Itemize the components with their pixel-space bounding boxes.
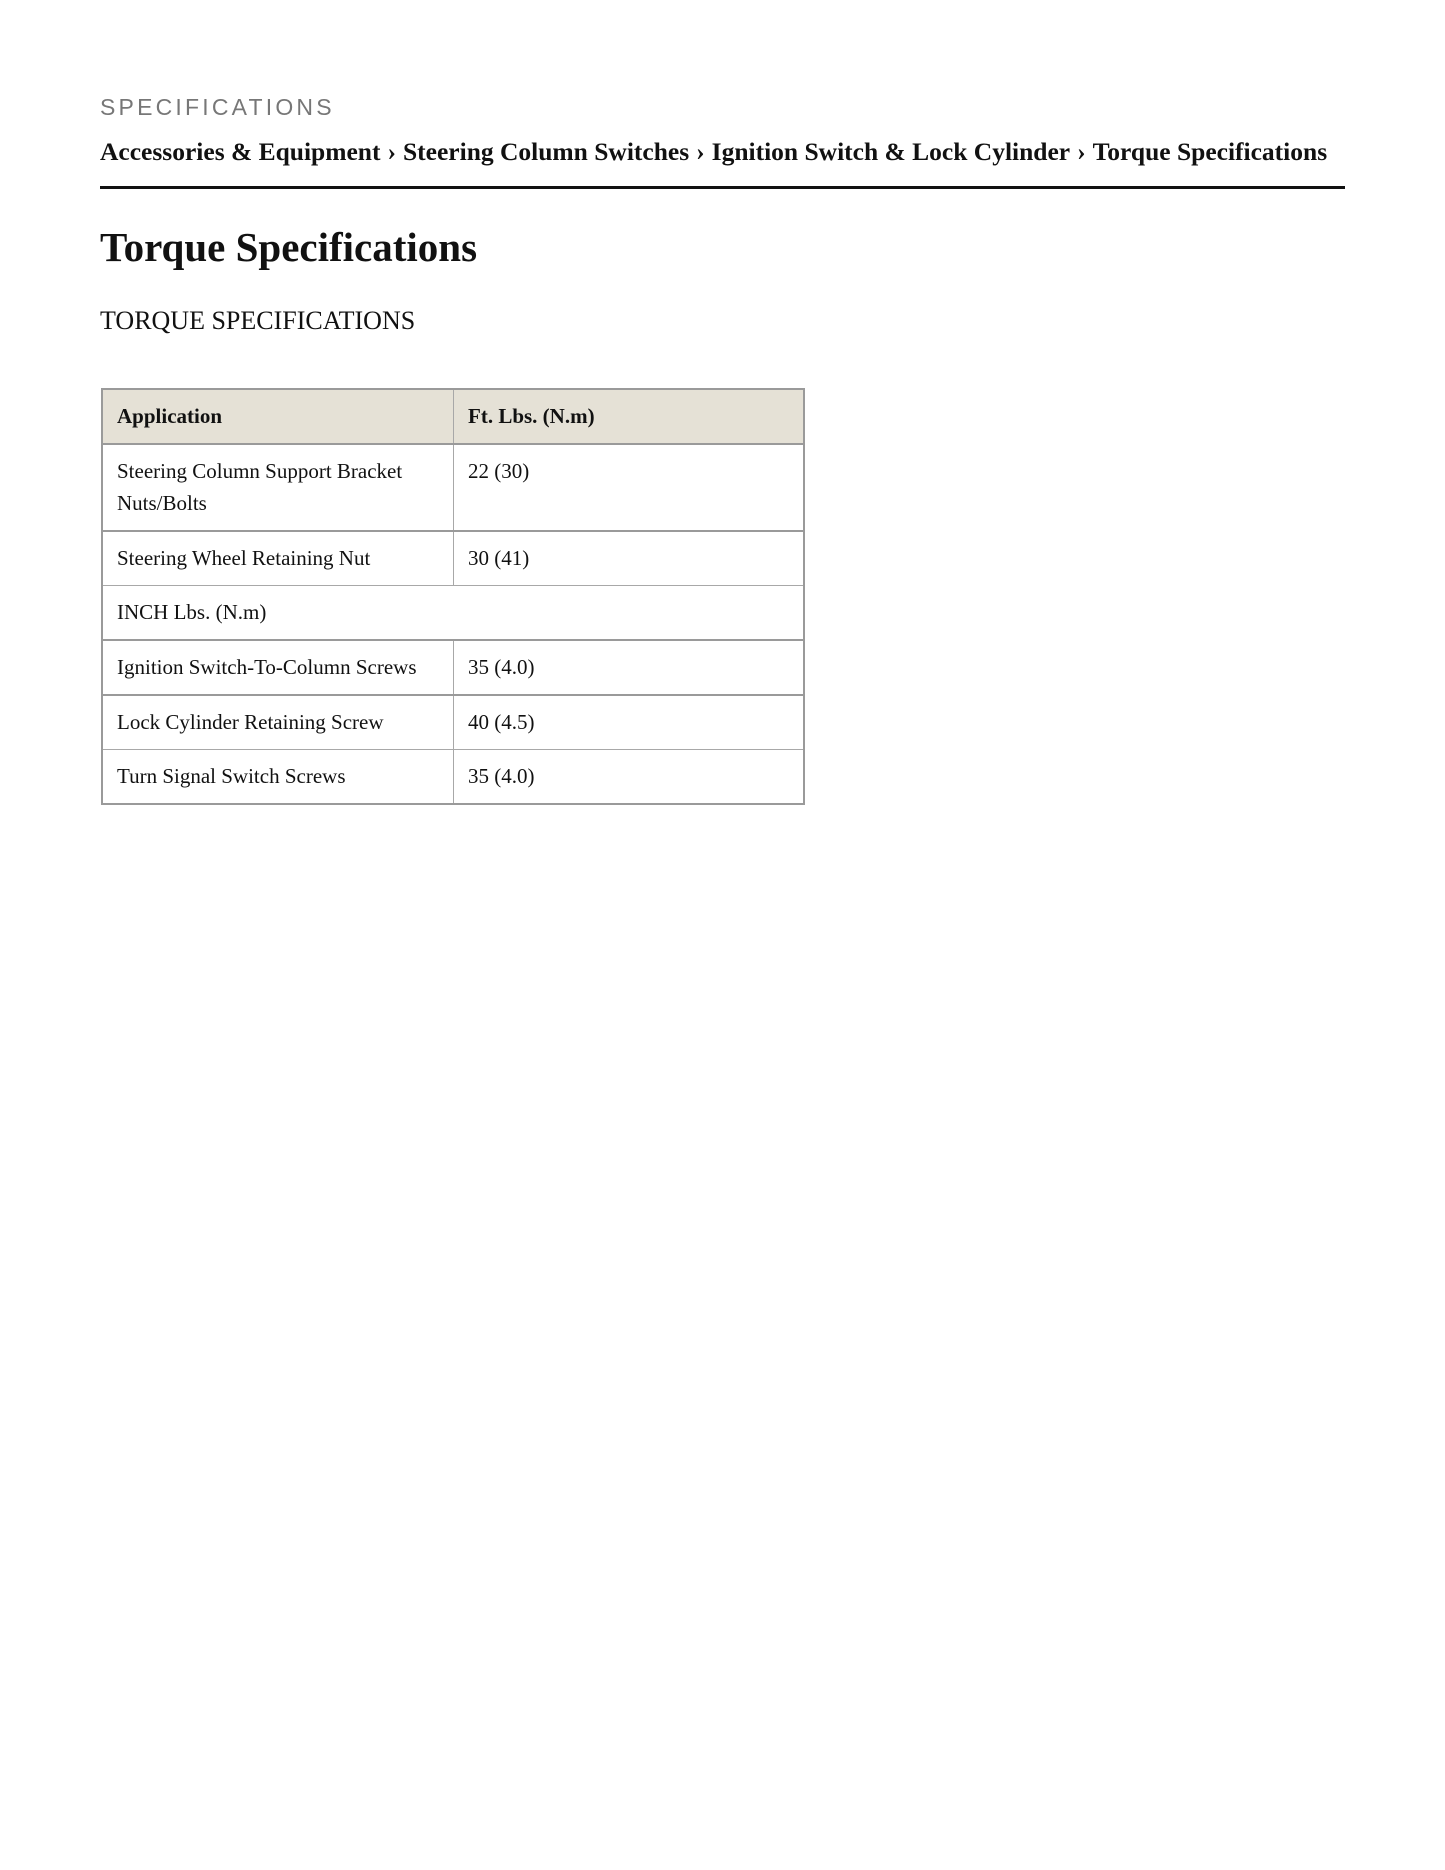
torque-value-cell: 22 (30) <box>454 444 805 531</box>
table-row <box>102 444 804 531</box>
torque-value-cell: 30 (41) <box>454 531 805 586</box>
table-row <box>102 695 804 750</box>
header-divider <box>100 186 1345 189</box>
torque-value-cell: 35 (4.0) <box>454 750 805 805</box>
application-cell: Lock Cylinder Retaining Screw <box>102 695 454 750</box>
table-row <box>102 640 804 695</box>
breadcrumb <box>100 137 1345 167</box>
breadcrumb-item-accessories[interactable]: Accessories & Equipment <box>100 137 381 166</box>
breadcrumb-separator: › <box>1077 137 1086 166</box>
torque-value-cell: 35 (4.0) <box>454 640 805 695</box>
column-header-ft-lbs: Ft. Lbs. (N.m) <box>454 389 805 444</box>
section-eyebrow: SPECIFICATIONS <box>100 94 335 120</box>
application-cell: Ignition Switch-To-Column Screws <box>102 640 454 695</box>
breadcrumb-item-torque-specifications: Torque Specifications <box>1092 137 1328 166</box>
table-row <box>102 531 804 586</box>
torque-value-cell: 40 (4.5) <box>454 695 805 750</box>
section-title: TORQUE SPECIFICATIONS <box>100 306 416 335</box>
application-cell: Turn Signal Switch Screws <box>102 750 454 805</box>
column-header-application: Application <box>102 389 454 444</box>
table-header-row <box>102 389 804 444</box>
application-cell: Steering Wheel Retaining Nut <box>102 531 454 586</box>
page-title: Torque Specifications <box>100 224 478 270</box>
breadcrumb-separator: › <box>387 137 396 166</box>
breadcrumb-separator: › <box>696 137 705 166</box>
table-row <box>102 750 804 805</box>
breadcrumb-item-ignition-switch[interactable]: Ignition Switch & Lock Cylinder <box>711 137 1071 166</box>
breadcrumb-item-steering-column-switches[interactable]: Steering Column Switches <box>402 137 690 166</box>
table-subheading-row <box>102 586 804 641</box>
torque-spec-table <box>101 388 805 805</box>
units-subheading-cell: INCH Lbs. (N.m) <box>102 586 804 641</box>
application-cell: Steering Column Support Bracket Nuts/Bolts <box>102 444 454 531</box>
